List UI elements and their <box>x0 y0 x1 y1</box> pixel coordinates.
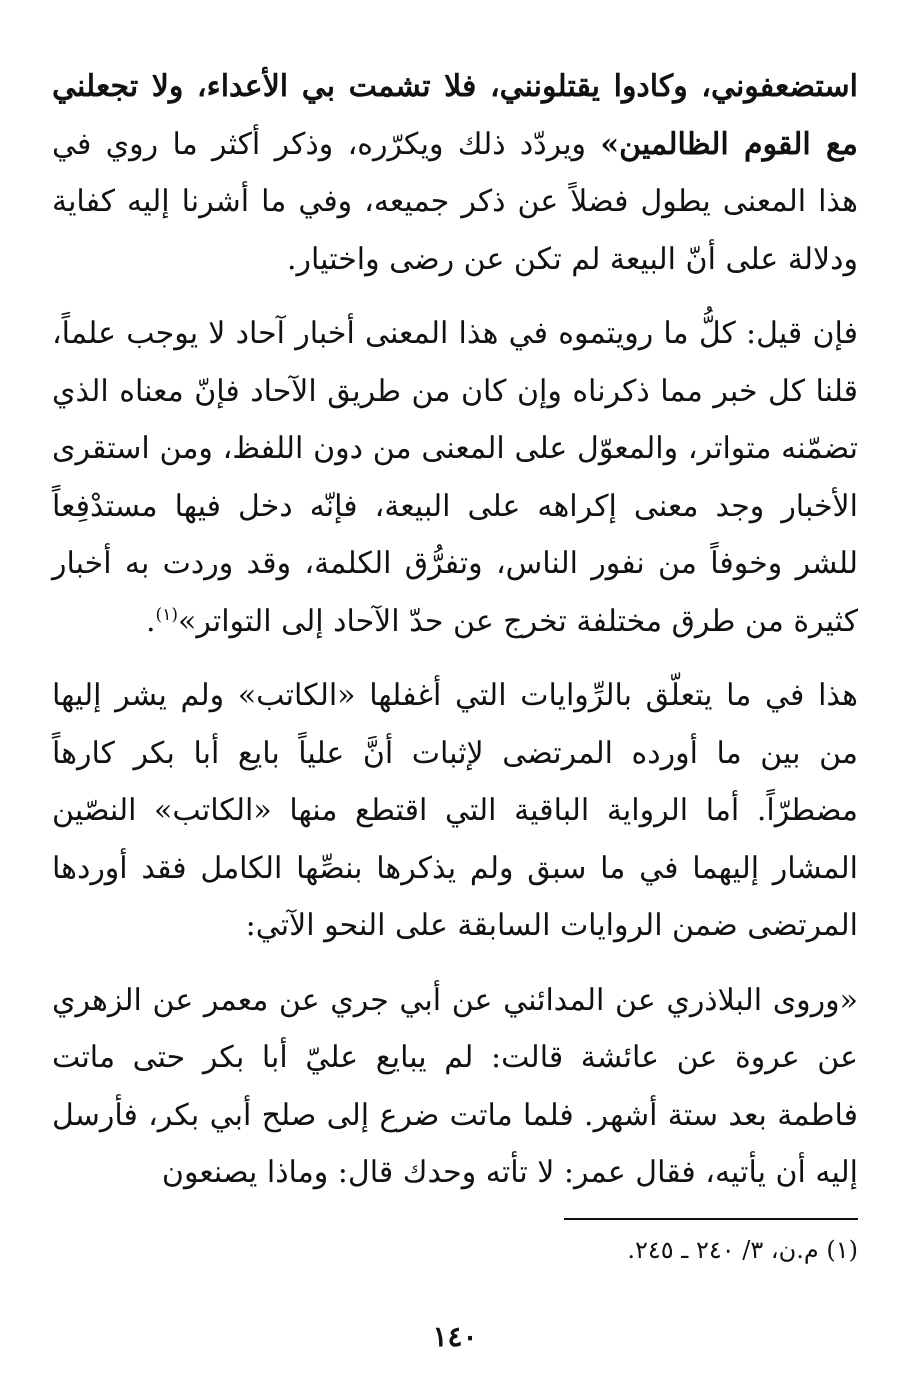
paragraph-1-text: ويردّد ذلك ويكرّره، وذكر أكثر ما روي في هذا المعنى يطول فضلاً عن ذكر جميعه، وفي ما أشرنا إليه كفاية ودلالة على أنّ البيعة لم تكن عن رضى واختيار. <box>52 126 858 277</box>
paragraph-2 <box>52 305 858 650</box>
page-body <box>52 58 858 1202</box>
paragraph-1 <box>52 58 858 288</box>
paragraph-4 <box>52 972 858 1202</box>
paragraph-2-tail: . <box>146 603 156 639</box>
footnote-reference[interactable]: (١) <box>155 604 178 625</box>
paragraph-3-text: هذا في ما يتعلّق بالرِّوايات التي أغفلها «الكاتب» ولم يشر إليها من بين ما أورده المرتضى لإثبات أنَّ علياً بايع أبا بكر كارهاً مضطرّاً. أما الرواية الباقية التي اقتطع منها «الكاتب» النصّين المشار إليهما في ما سبق ولم يذكرها بنصِّها الكامل فقد أوردها المرتضى ضمن الروايات السابقة على النحو الآتي: <box>52 678 858 943</box>
footnote: (١) م.ن، ٣/ ٢٤٠ ـ ٢٤٥. <box>627 1236 858 1264</box>
footnote-divider <box>564 1218 858 1220</box>
page-number: ١٤٠ <box>432 1320 478 1353</box>
quoted-text-bold: استضعفوني، وكادوا يقتلونني، فلا تشمت بي الأعداء، ولا تجعلني مع القوم الظالمين» <box>52 69 858 162</box>
paragraph-4-text: «وروى البلاذري عن المدائني عن أبي جري عن معمر عن الزهري عن عروة عن عائشة قالت: لم يبايع عليّ أبا بكر حتى ماتت فاطمة بعد ستة أشهر. فلما ماتت ضرع إلى صلح أبي بكر، فأرسل إليه أن يأتيه، فقال عمر: لا تأته وحدك قال: وماذا يصنعون <box>52 982 858 1190</box>
paragraph-2-text: فإن قيل: كلُّ ما رويتموه في هذا المعنى أخبار آحاد لا يوجب علماً، قلنا كل خبر مما ذكرناه وإن كان من طريق الآحاد فإنّ معناه الذي تضمّنه متواتر، والمعوّل على المعنى من دون اللفظ، ومن استقرى الأخبار وجد معنى إكراهه على البيعة، فإنّه دخل فيها مستدْفِعاً للشر وخوفاً من نفور الناس، وتفرُّق الكلمة، وقد وردت به أخبار كثيرة من طرق مختلفة تخرج عن حدّ الآحاد إلى التواتر» <box>52 316 858 639</box>
paragraph-3 <box>52 667 858 955</box>
